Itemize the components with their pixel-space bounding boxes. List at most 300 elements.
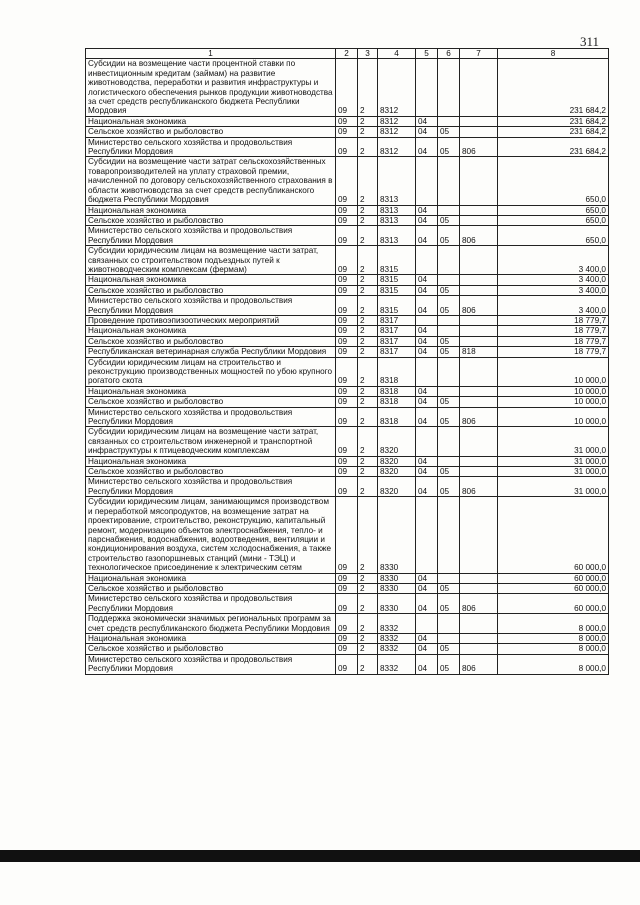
code-cell: 2 <box>358 357 378 386</box>
code-cell <box>460 397 498 407</box>
amount-cell: 18 779,7 <box>498 347 609 357</box>
code-cell: 04 <box>416 467 438 477</box>
amount-cell: 18 779,7 <box>498 336 609 346</box>
row-name: Республиканская ветеринарная служба Республики Мордовия <box>86 347 336 357</box>
code-cell <box>460 116 498 126</box>
code-cell: 8315 <box>378 296 416 316</box>
table-row <box>86 116 609 126</box>
code-cell: 8332 <box>378 633 416 643</box>
code-cell <box>416 357 438 386</box>
code-cell: 09 <box>336 137 358 157</box>
code-cell: 8318 <box>378 357 416 386</box>
row-name: Министерство сельского хозяйства и продовольствия Республики Мордовия <box>86 226 336 246</box>
code-cell <box>460 246 498 275</box>
row-name: Национальная экономика <box>86 573 336 583</box>
table-row <box>86 654 609 674</box>
column-header: 6 <box>438 49 460 59</box>
code-cell: 2 <box>358 296 378 316</box>
code-cell: 2 <box>358 573 378 583</box>
code-cell: 09 <box>336 315 358 325</box>
code-cell: 8330 <box>378 573 416 583</box>
code-cell <box>416 157 438 205</box>
code-cell: 09 <box>336 347 358 357</box>
code-cell: 8315 <box>378 285 416 295</box>
code-cell <box>438 315 460 325</box>
row-name: Национальная экономика <box>86 205 336 215</box>
table-row <box>86 296 609 316</box>
code-cell: 09 <box>336 226 358 246</box>
code-cell: 2 <box>358 397 378 407</box>
table-row <box>86 315 609 325</box>
code-cell: 09 <box>336 246 358 275</box>
code-cell: 8320 <box>378 456 416 466</box>
code-cell: 09 <box>336 397 358 407</box>
code-cell: 04 <box>416 633 438 643</box>
row-name: Сельское хозяйство и рыболовство <box>86 336 336 346</box>
row-name: Сельское хозяйство и рыболовство <box>86 215 336 225</box>
code-cell: 05 <box>438 583 460 593</box>
code-cell: 05 <box>438 594 460 614</box>
code-cell: 8330 <box>378 497 416 573</box>
code-cell: 2 <box>358 594 378 614</box>
code-cell: 8312 <box>378 59 416 116</box>
amount-cell: 31 000,0 <box>498 427 609 456</box>
row-name: Проведение противоэпизоотических мероприятий <box>86 315 336 325</box>
code-cell <box>460 427 498 456</box>
column-header: 2 <box>336 49 358 59</box>
code-cell <box>460 275 498 285</box>
code-cell: 04 <box>416 336 438 346</box>
code-cell <box>438 497 460 573</box>
amount-cell: 231 684,2 <box>498 137 609 157</box>
code-cell: 8313 <box>378 157 416 205</box>
code-cell: 8318 <box>378 386 416 396</box>
table-row <box>86 456 609 466</box>
amount-cell: 231 684,2 <box>498 116 609 126</box>
code-cell <box>438 633 460 643</box>
code-cell: 2 <box>358 347 378 357</box>
code-cell: 04 <box>416 127 438 137</box>
code-cell: 09 <box>336 407 358 427</box>
table-row <box>86 633 609 643</box>
code-cell: 09 <box>336 583 358 593</box>
code-cell: 04 <box>416 397 438 407</box>
code-cell: 806 <box>460 296 498 316</box>
code-cell: 806 <box>460 654 498 674</box>
code-cell: 05 <box>438 296 460 316</box>
code-cell: 2 <box>358 226 378 246</box>
code-cell: 09 <box>336 654 358 674</box>
code-cell: 8317 <box>378 347 416 357</box>
code-cell: 05 <box>438 347 460 357</box>
code-cell <box>460 315 498 325</box>
code-cell <box>438 157 460 205</box>
code-cell: 05 <box>438 644 460 654</box>
column-header: 1 <box>86 49 336 59</box>
code-cell: 09 <box>336 127 358 137</box>
row-name: Министерство сельского хозяйства и продовольствия Республики Мордовия <box>86 654 336 674</box>
code-cell: 09 <box>336 157 358 205</box>
row-name: Сельское хозяйство и рыболовство <box>86 583 336 593</box>
code-cell: 2 <box>358 583 378 593</box>
code-cell <box>460 497 498 573</box>
amount-cell: 3 400,0 <box>498 246 609 275</box>
table-row <box>86 397 609 407</box>
code-cell: 2 <box>358 477 378 497</box>
code-cell: 05 <box>438 336 460 346</box>
code-cell <box>416 59 438 116</box>
table-row <box>86 583 609 593</box>
code-cell: 8320 <box>378 477 416 497</box>
row-name: Субсидии на возмещение части затрат сельскохозяйственных товаропроизводителей на уплату страховой премии, начисленной по договору сельскохозяйственного страхования в области животноводства за счет средств республиканского бюджета Республики Мордовия <box>86 157 336 205</box>
code-cell: 09 <box>336 275 358 285</box>
code-cell: 2 <box>358 326 378 336</box>
code-cell: 806 <box>460 407 498 427</box>
page-number: 311 <box>580 34 600 49</box>
code-cell: 09 <box>336 215 358 225</box>
code-cell: 05 <box>438 467 460 477</box>
column-header: 8 <box>498 49 609 59</box>
code-cell: 2 <box>358 315 378 325</box>
amount-cell: 231 684,2 <box>498 127 609 137</box>
code-cell: 2 <box>358 427 378 456</box>
table-row <box>86 357 609 386</box>
code-cell <box>416 427 438 456</box>
code-cell: 2 <box>358 633 378 643</box>
amount-cell: 60 000,0 <box>498 497 609 573</box>
code-cell: 09 <box>336 573 358 583</box>
code-cell <box>460 336 498 346</box>
amount-cell: 8 000,0 <box>498 644 609 654</box>
row-name: Национальная экономика <box>86 456 336 466</box>
code-cell: 05 <box>438 407 460 427</box>
code-cell: 8320 <box>378 467 416 477</box>
amount-cell: 31 000,0 <box>498 467 609 477</box>
row-name: Национальная экономика <box>86 633 336 643</box>
row-name: Министерство сельского хозяйства и продовольствия Республики Мордовия <box>86 407 336 427</box>
table-row <box>86 386 609 396</box>
code-cell: 818 <box>460 347 498 357</box>
code-cell: 05 <box>438 127 460 137</box>
amount-cell: 650,0 <box>498 215 609 225</box>
code-cell <box>416 497 438 573</box>
amount-cell: 3 400,0 <box>498 275 609 285</box>
code-cell <box>438 573 460 583</box>
row-name: Национальная экономика <box>86 116 336 126</box>
amount-cell: 60 000,0 <box>498 594 609 614</box>
code-cell: 2 <box>358 59 378 116</box>
code-cell: 2 <box>358 386 378 396</box>
code-cell <box>460 59 498 116</box>
code-cell: 09 <box>336 285 358 295</box>
code-cell: 806 <box>460 594 498 614</box>
code-cell: 8313 <box>378 205 416 215</box>
code-cell <box>460 215 498 225</box>
code-cell: 09 <box>336 59 358 116</box>
amount-cell: 10 000,0 <box>498 357 609 386</box>
code-cell: 09 <box>336 456 358 466</box>
code-cell: 2 <box>358 127 378 137</box>
code-cell <box>460 386 498 396</box>
code-cell: 8317 <box>378 336 416 346</box>
code-cell: 806 <box>460 477 498 497</box>
code-cell: 09 <box>336 326 358 336</box>
amount-cell: 3 400,0 <box>498 296 609 316</box>
amount-cell: 650,0 <box>498 226 609 246</box>
row-name: Министерство сельского хозяйства и продовольствия Республики Мордовия <box>86 296 336 316</box>
code-cell: 09 <box>336 614 358 634</box>
table-header-row <box>86 49 609 59</box>
row-name: Субсидии на возмещение части процентной ставки по инвестиционным кредитам (займам) на развитие животноводства, переработки и развития инфраструктуры и логистического обеспечения рынков продукции животноводства за счет средств республиканского бюджета Республики Мордовия <box>86 59 336 116</box>
amount-cell: 18 779,7 <box>498 315 609 325</box>
table-row <box>86 477 609 497</box>
budget-table <box>85 48 609 675</box>
amount-cell: 31 000,0 <box>498 456 609 466</box>
code-cell <box>460 205 498 215</box>
code-cell: 8320 <box>378 427 416 456</box>
row-name: Сельское хозяйство и рыболовство <box>86 285 336 295</box>
code-cell: 09 <box>336 497 358 573</box>
code-cell <box>460 583 498 593</box>
code-cell: 2 <box>358 275 378 285</box>
code-cell <box>460 285 498 295</box>
table-row <box>86 326 609 336</box>
code-cell: 04 <box>416 386 438 396</box>
code-cell <box>438 59 460 116</box>
row-name: Министерство сельского хозяйства и продовольствия Республики Мордовия <box>86 137 336 157</box>
code-cell <box>416 614 438 634</box>
row-name: Субсидии юридическим лицам на возмещение части затрат, связанных со строительством инженерной и транспортной инфраструктуры к птицеводческим комплексам <box>86 427 336 456</box>
table-row <box>86 226 609 246</box>
amount-cell: 8 000,0 <box>498 633 609 643</box>
amount-cell: 10 000,0 <box>498 386 609 396</box>
table-row <box>86 614 609 634</box>
code-cell: 8317 <box>378 326 416 336</box>
code-cell: 04 <box>416 275 438 285</box>
code-cell: 2 <box>358 456 378 466</box>
column-header: 5 <box>416 49 438 59</box>
code-cell: 04 <box>416 407 438 427</box>
code-cell: 2 <box>358 137 378 157</box>
code-cell: 806 <box>460 137 498 157</box>
scan-bottom-edge <box>0 850 640 862</box>
code-cell: 8332 <box>378 654 416 674</box>
code-cell: 04 <box>416 583 438 593</box>
row-name: Поддержка экономически значимых региональных программ за счет средств республиканского бюджета Республики Мордовия <box>86 614 336 634</box>
code-cell <box>438 326 460 336</box>
row-name: Сельское хозяйство и рыболовство <box>86 644 336 654</box>
amount-cell: 60 000,0 <box>498 573 609 583</box>
code-cell <box>438 456 460 466</box>
code-cell: 2 <box>358 407 378 427</box>
table-body <box>86 59 609 674</box>
code-cell: 04 <box>416 594 438 614</box>
row-name: Субсидии юридическим лицам на возмещение части затрат, связанных со строительством подъездных путей к животноводческим комплексам (фермам) <box>86 246 336 275</box>
row-name: Национальная экономика <box>86 326 336 336</box>
row-name: Субсидии юридическим лицам, занимающимся производством и переработкой мясопродуктов, на возмещение затрат на проектирование, строительство, реконструкцию, капитальный ремонт, модернизацию объектов электроснабжения, тепло- и парснабжения, водоснабжения, водоотведения, вентиляции и кондиционирования воздуха, систем хслодоснабжения, а также строительство газопоршневых станций (мини - ТЭЦ) и технологическое присоединение к электрическим сетям <box>86 497 336 573</box>
code-cell: 05 <box>438 477 460 497</box>
code-cell: 2 <box>358 246 378 275</box>
row-name: Министерство сельского хозяйства и продовольствия Республики Мордовия <box>86 477 336 497</box>
code-cell: 09 <box>336 633 358 643</box>
code-cell: 2 <box>358 116 378 126</box>
table-row <box>86 127 609 137</box>
code-cell: 04 <box>416 456 438 466</box>
code-cell <box>460 127 498 137</box>
code-cell: 8318 <box>378 407 416 427</box>
code-cell <box>438 357 460 386</box>
amount-cell: 3 400,0 <box>498 285 609 295</box>
code-cell: 2 <box>358 644 378 654</box>
code-cell: 09 <box>336 296 358 316</box>
code-cell <box>416 246 438 275</box>
row-name: Министерство сельского хозяйства и продовольствия Республики Мордовия <box>86 594 336 614</box>
code-cell <box>460 157 498 205</box>
code-cell: 806 <box>460 226 498 246</box>
code-cell: 09 <box>336 427 358 456</box>
code-cell: 04 <box>416 654 438 674</box>
amount-cell: 650,0 <box>498 205 609 215</box>
code-cell: 8318 <box>378 397 416 407</box>
code-cell <box>460 467 498 477</box>
amount-cell: 10 000,0 <box>498 397 609 407</box>
table-row <box>86 246 609 275</box>
code-cell: 05 <box>438 285 460 295</box>
code-cell: 09 <box>336 205 358 215</box>
code-cell: 2 <box>358 157 378 205</box>
code-cell: 05 <box>438 137 460 157</box>
code-cell: 04 <box>416 215 438 225</box>
amount-cell: 8 000,0 <box>498 614 609 634</box>
code-cell: 2 <box>358 654 378 674</box>
code-cell: 09 <box>336 116 358 126</box>
code-cell: 8312 <box>378 116 416 126</box>
amount-cell: 650,0 <box>498 157 609 205</box>
code-cell: 04 <box>416 116 438 126</box>
code-cell: 8330 <box>378 583 416 593</box>
code-cell: 2 <box>358 285 378 295</box>
code-cell: 8317 <box>378 315 416 325</box>
code-cell: 04 <box>416 477 438 497</box>
code-cell <box>438 246 460 275</box>
code-cell: 2 <box>358 205 378 215</box>
amount-cell: 10 000,0 <box>498 407 609 427</box>
code-cell <box>460 644 498 654</box>
code-cell <box>438 614 460 634</box>
code-cell: 09 <box>336 336 358 346</box>
code-cell: 8330 <box>378 594 416 614</box>
code-cell: 04 <box>416 644 438 654</box>
code-cell: 2 <box>358 336 378 346</box>
code-cell: 05 <box>438 654 460 674</box>
table-row <box>86 407 609 427</box>
code-cell: 09 <box>336 477 358 497</box>
code-cell: 09 <box>336 386 358 396</box>
amount-cell: 60 000,0 <box>498 583 609 593</box>
code-cell: 2 <box>358 215 378 225</box>
amount-cell: 231 684,2 <box>498 59 609 116</box>
row-name: Сельское хозяйство и рыболовство <box>86 397 336 407</box>
code-cell: 09 <box>336 467 358 477</box>
code-cell <box>416 315 438 325</box>
code-cell <box>438 386 460 396</box>
code-cell <box>460 326 498 336</box>
table-row <box>86 215 609 225</box>
row-name: Национальная экономика <box>86 275 336 285</box>
code-cell: 8312 <box>378 127 416 137</box>
row-name: Субсидии юридическим лицам на строительство и реконструкцию производственных мощностей по убою крупного рогатого скота <box>86 357 336 386</box>
code-cell <box>460 456 498 466</box>
table-row <box>86 467 609 477</box>
code-cell: 04 <box>416 347 438 357</box>
table-row <box>86 497 609 573</box>
code-cell: 09 <box>336 357 358 386</box>
code-cell: 2 <box>358 614 378 634</box>
code-cell: 8313 <box>378 215 416 225</box>
table-row <box>86 644 609 654</box>
code-cell <box>438 427 460 456</box>
code-cell <box>438 275 460 285</box>
code-cell <box>460 573 498 583</box>
code-cell: 04 <box>416 205 438 215</box>
code-cell: 04 <box>416 296 438 316</box>
table-row <box>86 427 609 456</box>
row-name: Национальная экономика <box>86 386 336 396</box>
code-cell: 8332 <box>378 614 416 634</box>
table-row <box>86 137 609 157</box>
column-header: 4 <box>378 49 416 59</box>
code-cell: 09 <box>336 644 358 654</box>
code-cell <box>460 614 498 634</box>
code-cell: 05 <box>438 397 460 407</box>
code-cell: 05 <box>438 215 460 225</box>
code-cell: 04 <box>416 226 438 246</box>
code-cell: 8312 <box>378 137 416 157</box>
table-row <box>86 347 609 357</box>
table-row <box>86 285 609 295</box>
table-row <box>86 573 609 583</box>
table-row <box>86 275 609 285</box>
code-cell: 04 <box>416 326 438 336</box>
table-row <box>86 205 609 215</box>
code-cell: 04 <box>416 573 438 583</box>
code-cell: 2 <box>358 467 378 477</box>
code-cell <box>460 357 498 386</box>
row-name: Сельское хозяйство и рыболовство <box>86 127 336 137</box>
amount-cell: 31 000,0 <box>498 477 609 497</box>
table-row <box>86 336 609 346</box>
row-name: Сельское хозяйство и рыболовство <box>86 467 336 477</box>
table-row <box>86 59 609 116</box>
code-cell <box>438 116 460 126</box>
code-cell: 8315 <box>378 246 416 275</box>
amount-cell: 18 779,7 <box>498 326 609 336</box>
table-row <box>86 157 609 205</box>
code-cell: 8315 <box>378 275 416 285</box>
code-cell: 05 <box>438 226 460 246</box>
code-cell <box>438 205 460 215</box>
code-cell <box>460 633 498 643</box>
table-row <box>86 594 609 614</box>
column-header: 7 <box>460 49 498 59</box>
code-cell: 2 <box>358 497 378 573</box>
code-cell: 8313 <box>378 226 416 246</box>
code-cell: 04 <box>416 285 438 295</box>
code-cell: 04 <box>416 137 438 157</box>
code-cell: 8332 <box>378 644 416 654</box>
code-cell: 09 <box>336 594 358 614</box>
amount-cell: 8 000,0 <box>498 654 609 674</box>
